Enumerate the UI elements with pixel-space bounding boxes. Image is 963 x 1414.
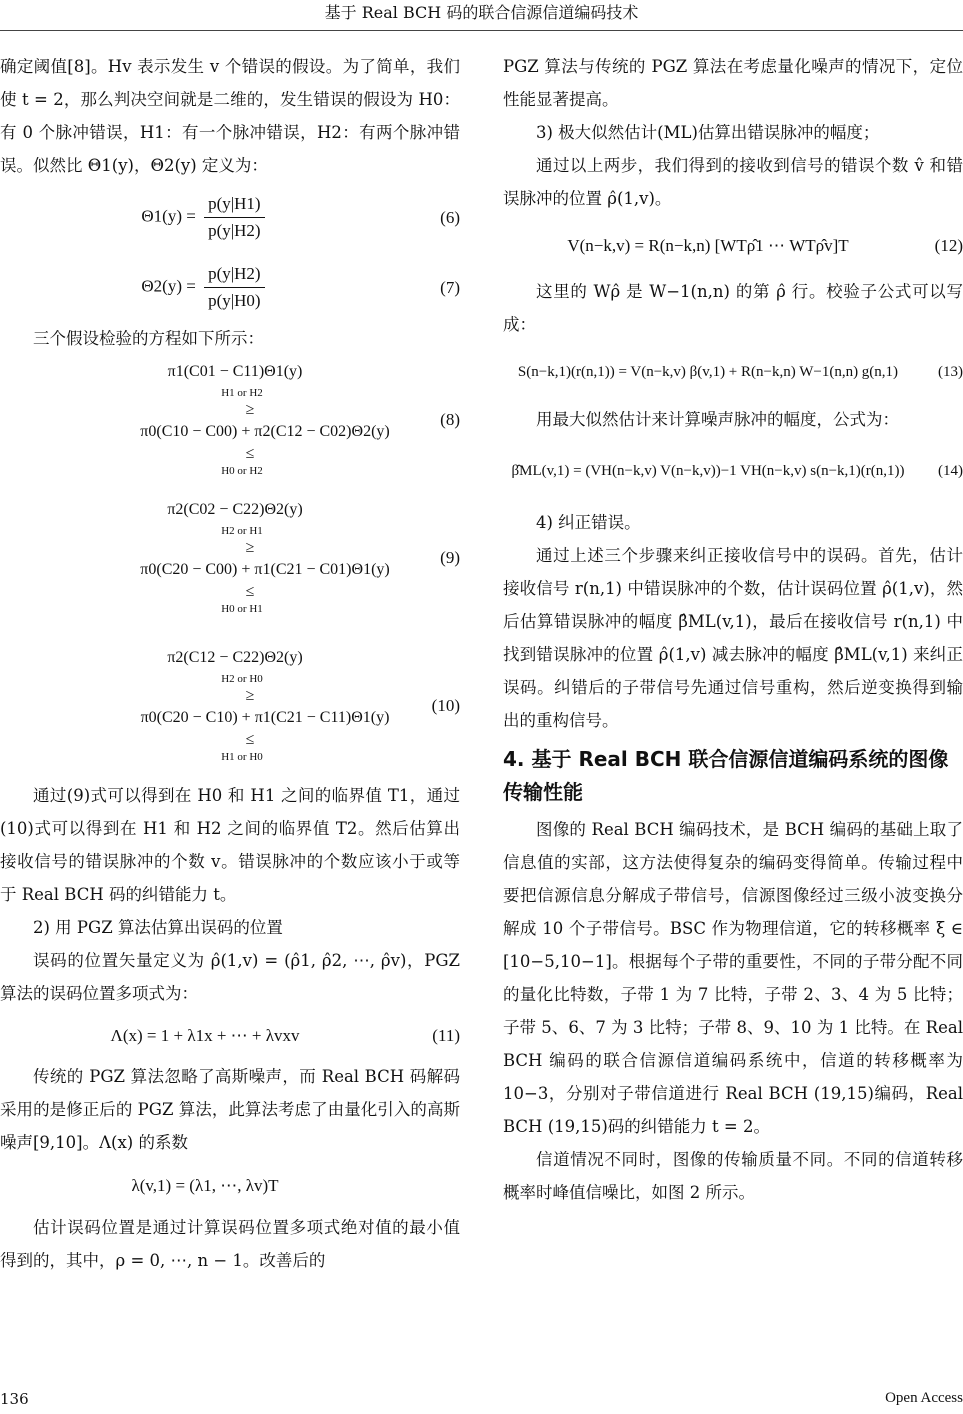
- eq7-lhs: Θ2(y) =: [141, 275, 196, 295]
- eq14-label: (14): [938, 462, 963, 479]
- equation-11: [0, 1010, 460, 1060]
- eq-lambda-expr: λ(v,1) = (λ1, ⋯, λv)T: [131, 1175, 279, 1195]
- eq8-ge: ≥: [245, 401, 255, 418]
- paragraph-thresholds: 通过(9)式可以得到在 H0 和 H1 之间的临界值 T1，通过(10)式可以得到在 H1 和 H2 之间的临界值 T2。然后估算出接收信号的错误脉冲的个数 v。错误脉冲的个数应该小于或等于 Real BCH 码的纠错能力 t。: [0, 786, 460, 904]
- eq8-top: π1(C01 − C11)Θ1(y): [167, 363, 303, 380]
- eq12-expr: V(n−k,v) = R(n−k,n) [WTρ̂1 ⋯ WTρ̂v]T: [567, 235, 849, 255]
- equation-6: [0, 182, 460, 252]
- equation-8: [0, 355, 460, 483]
- eq10-cond-bot: H1 or H0: [221, 751, 263, 763]
- eq13-expr: S(n−k,1)(r(n,1)) = V(n−k,v) β(v,1) + R(n−k,n) W−1(n,n) g(n,1): [517, 363, 899, 380]
- eq7-numerator: p(y|H2): [204, 261, 265, 288]
- paragraph-channel-quality: 信道情况不同时，图像的传输质量不同。不同的信道转移概率时峰值信噪比，如图 2 所示。: [503, 1150, 963, 1202]
- equation-14: [503, 436, 963, 506]
- paragraph-step-3: 3) 极大似然估计(ML)估算出错误脉冲的幅度；: [536, 123, 880, 142]
- eq9-top: π2(C02 − C22)Θ2(y): [167, 501, 303, 518]
- page-number: 136: [0, 1390, 29, 1408]
- equation-lambda: [0, 1159, 460, 1211]
- journal-label: Open Access: [885, 1390, 963, 1406]
- right-column: [503, 50, 963, 1209]
- eq10-le: ≤: [245, 731, 255, 748]
- paragraph-ml-amplitude: 用最大似然估计来计算噪声脉冲的幅度，公式为：: [536, 410, 899, 429]
- paragraph-two-steps: 通过以上两步，我们得到的接收到信号的错误个数 v̂ 和错误脉冲的位置 ρ̂(1,v)。: [503, 156, 963, 208]
- eq10-top: π2(C12 − C22)Θ2(y): [167, 649, 303, 666]
- eq8-label: (8): [440, 409, 460, 429]
- eq14-expr: β̂ML(v,1) = (VH(n−k,v) V(n−k,v))−1 VH(n−k,v) s(n−k,1)(r(n,1)): [511, 462, 905, 479]
- eq8-cond-top: H1 or H2: [221, 387, 263, 399]
- eq6-numerator: p(y|H1): [204, 191, 265, 218]
- paragraph-step-2: 2) 用 PGZ 算法估算出误码的位置: [33, 918, 283, 937]
- running-header-title: 基于 Real BCH 码的联合信源信道编码技术: [324, 3, 639, 22]
- paragraph-pgz-noise: 传统的 PGZ 算法忽略了高斯噪声，而 Real BCH 码解码采用的是修正后的 PGZ 算法，此算法考虑了由量化引入的高斯噪声[9,10]。Λ(x) 的系数: [0, 1067, 460, 1152]
- paragraph-position-vector: 误码的位置矢量定义为 ρ̂(1,v) = (ρ̂1, ρ̂2, ⋯, ρ̂v)，PGZ 算法的误码位置多项式为：: [0, 951, 460, 1003]
- eq9-rhs: π0(C20 − C00) + π1(C21 − C01)Θ1(y): [140, 561, 390, 578]
- eq6-label: (6): [440, 207, 460, 227]
- eq10-ge: ≥: [245, 687, 255, 704]
- eq9-cond-bot: H0 or H1: [221, 603, 263, 615]
- eq6-denominator: p(y|H2): [208, 220, 261, 240]
- eq10-cond-top: H2 or H0: [221, 673, 263, 685]
- left-column: [0, 50, 460, 1277]
- equation-13: [503, 341, 963, 403]
- eq12-label: (12): [934, 235, 963, 255]
- eq11-expr: Λ(x) = 1 + λ1x + ⋯ + λvxv: [110, 1025, 300, 1045]
- eq7-label: (7): [440, 277, 460, 297]
- eq11-label: (11): [432, 1025, 460, 1045]
- eq13-label: (13): [938, 363, 963, 380]
- eq10-label: (10): [431, 695, 460, 715]
- paragraph-hypotheses: 确定阈值[8]。Hv 表示发生 v 个错误的假设。为了简单，我们使 t = 2，那么判决空间就是二维的，发生错误的假设为 H0：有 0 个脉冲错误，H1：有一个脉冲错误，H2：有两个脉冲错误。似然比 Θ1(y)，Θ2(y) 定义为：: [0, 57, 460, 175]
- equation-10: [0, 631, 460, 779]
- eq8-le: ≤: [245, 445, 255, 462]
- header-rule: [0, 30, 963, 31]
- paragraph-tests-intro: 三个假设检验的方程如下所示：: [33, 329, 264, 348]
- section-4-heading: 4. 基于 Real BCH 联合信源信道编码系统的图像传输性能: [503, 747, 949, 804]
- paragraph-estimate-position: 估计误码位置是通过计算误码位置多项式绝对值的最小值得到的，其中，ρ = 0, ⋯, n − 1。改善后的: [0, 1218, 460, 1270]
- equation-9: [0, 483, 460, 631]
- eq8-cond-bot: H0 or H2: [221, 465, 263, 477]
- equation-7: [0, 252, 460, 322]
- paragraph-real-bch-image: 图像的 Real BCH 编码技术，是 BCH 编码的基础上取了信息值的实部，这方法使得复杂的编码变得简单。传输过程中要把信源信息分解成子带信号，信源图像经过三级小波变换分解成 10 个子带信号。BSC 作为物理信道，它的转移概率 ξ ∈ [10−5,10−1]。根据每个子带的重要性，不同的子带分配不同的量化比特数，子带 1 为 7 比特，子带 2、3、4 为 5 比特；子带 5、6、7 为 3 比特；子带 8、9、10 为 1 比特。在 Real BCH 编码的联合信源信道编码系统中，信道的转移概率为10−3，分别对子带信道进行 Real BCH (19,15)编码，Real BCH (19,15)码的纠错能力 t = 2。: [503, 820, 963, 1136]
- eq9-cond-top: H2 or H1: [221, 525, 263, 537]
- eq10-rhs: π0(C20 − C10) + π1(C21 − C11)Θ1(y): [140, 709, 390, 726]
- eq9-ge: ≥: [245, 539, 255, 556]
- equation-12: [503, 215, 963, 275]
- eq7-denominator: p(y|H0): [208, 290, 261, 310]
- paragraph-step-4: 4) 纠正错误。: [536, 513, 641, 532]
- paragraph-pgz-improved: PGZ 算法与传统的 PGZ 算法在考虑量化噪声的情况下，定位性能显著提高。: [503, 57, 963, 109]
- eq9-le: ≤: [245, 583, 255, 600]
- eq6-lhs: Θ1(y) =: [141, 205, 196, 225]
- paragraph-syndrome: 这里的 Wρ̂ 是 W−1(n,n) 的第 ρ̂ 行。校验子公式可以写成：: [503, 282, 963, 334]
- eq8-rhs: π0(C10 − C00) + π2(C12 − C02)Θ2(y): [140, 423, 390, 440]
- paragraph-correction: 通过上述三个步骤来纠正接收信号中的误码。首先，估计接收信号 r(n,1) 中错误脉冲的个数，估计误码位置 ρ̂(1,v)，然后估算错误脉冲的幅度 β̂ML(v,1)，最后在接收信号 r(n,1) 中找到错误脉冲的位置 ρ̂(1,v) 减去脉冲的幅度 β̂ML(v,1) 来纠正误码。纠错后的子带信号先通过信号重构，然后逆变换得到输出的重构信号。: [503, 546, 963, 730]
- eq9-label: (9): [440, 547, 460, 567]
